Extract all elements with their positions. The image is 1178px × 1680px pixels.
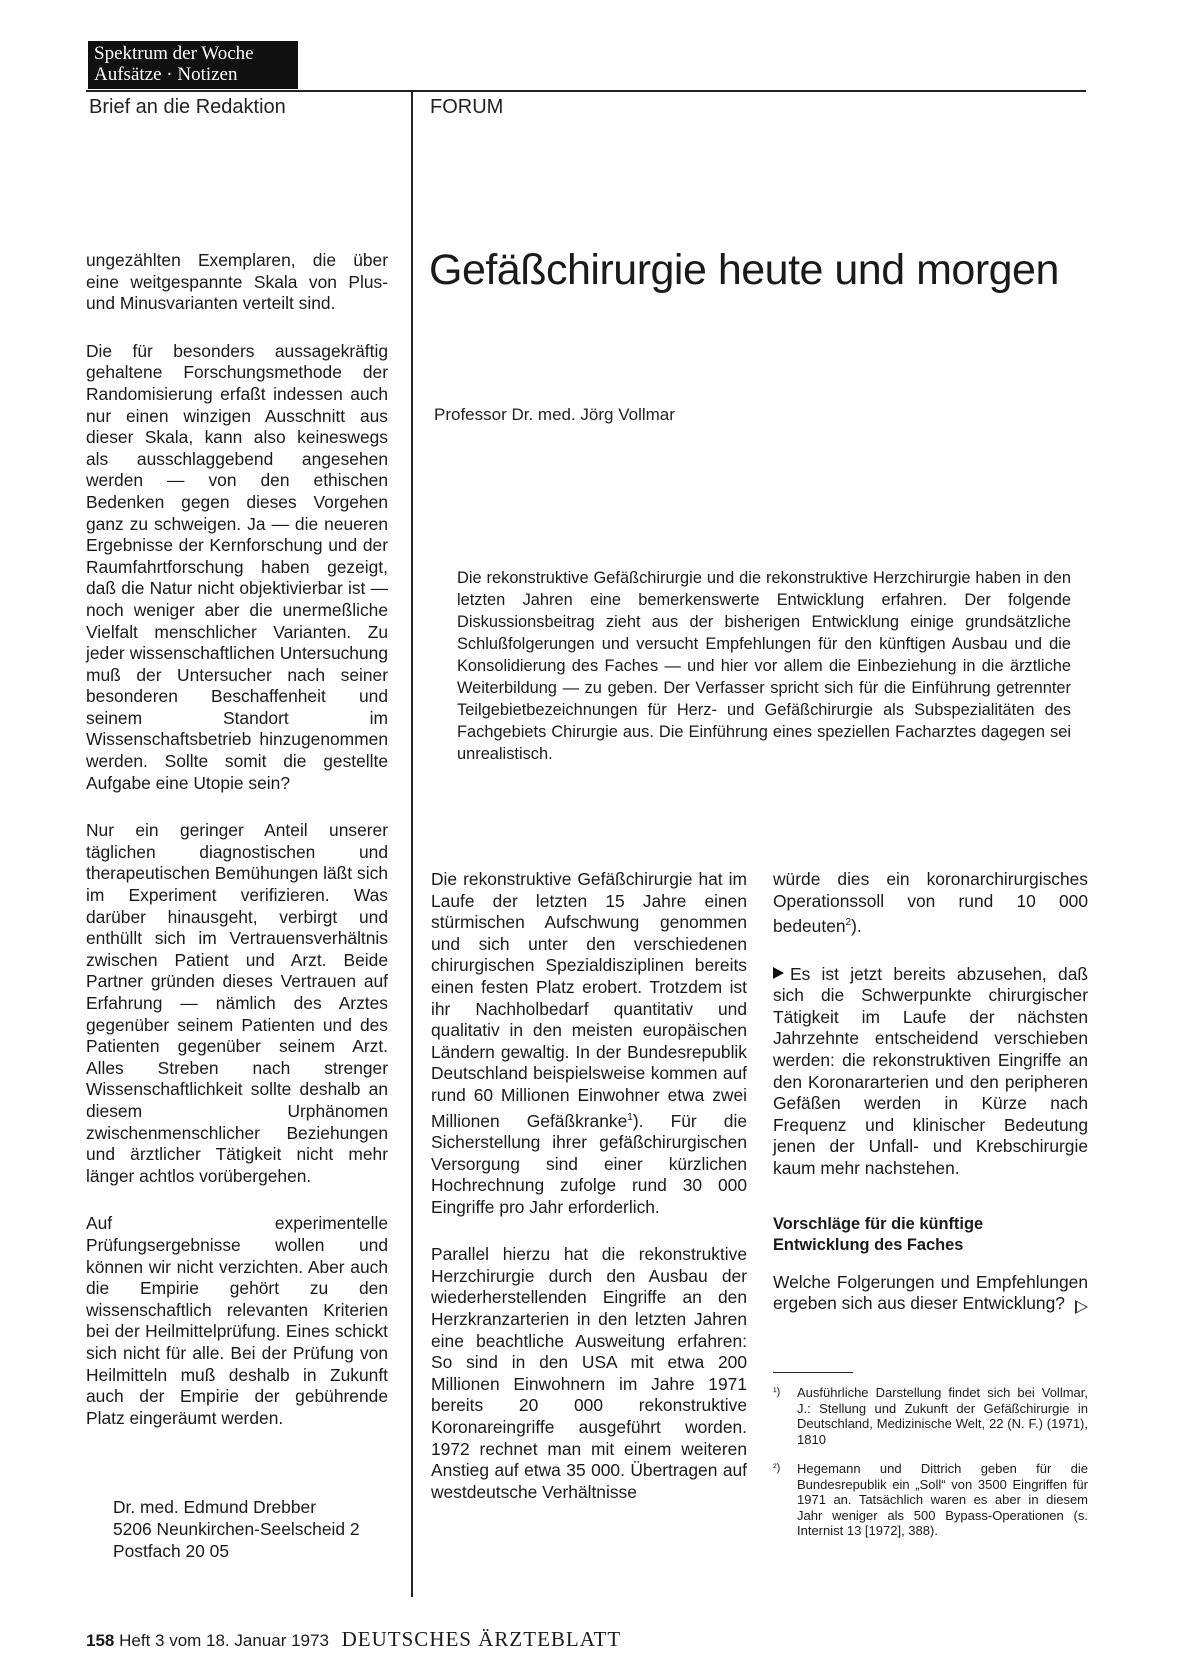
badge-line-2: Aufsätze · Notizen	[94, 64, 238, 85]
subheading-line: Entwicklung des Faches	[773, 1235, 964, 1254]
letter-signature	[113, 1496, 360, 1562]
article-title: Gefäßchirurgie heute und morgen	[429, 246, 1059, 294]
article-lead: Die rekonstruktive Gefäßchirurgie und die rekonstruktive Herzchirurgie haben in den letzten Jahren eine bemerkenswerte Entwicklung erfahren. Der folgende Diskussionsbeitrag zieht aus der bisherigen Entwicklung einige grundsätzliche Schlußfolgerungen und versucht Empfehlungen für den künftigen Ausbau und die Konsolidierung des Faches — und hier vor allem die Einbeziehung in die ärztliche Weiterbildung — zu geben. Der Verfasser spricht sich für die Einführung getrennter Teilgebietbezeichnungen für Herz- und Gefäßchirurgie als Subspezialitäten des Fachgebiets Chirurgie aus. Die Einführung eines speziellen Facharztes dagegen sei unrealistisch.	[457, 569, 1071, 763]
signature-address: 5206 Neunkirchen-Seelscheid 2	[113, 1519, 360, 1539]
signature-name: Dr. med. Edmund Drebber	[113, 1497, 316, 1517]
footnote-ref: 2	[845, 917, 852, 929]
footnote-text: Hegemann und Dittrich geben für die Bundesrepublik ein „Soll“ von 3500 Eingriffen für 1971 an. Tatsächlich waren es aber in diesem Jahr weniger als 500 Bypass-Operationen (s. Internist 13 [1972], 388).	[797, 1461, 1088, 1538]
page-footer	[86, 1627, 621, 1652]
footnotes	[773, 1385, 1088, 1553]
section-badge	[88, 41, 298, 89]
magazine-name: DEUTSCHES ÄRZTEBLATT	[341, 1627, 622, 1651]
article-column-2	[773, 869, 1088, 1319]
article-paragraph	[431, 869, 747, 1218]
article-paragraph	[773, 1272, 1088, 1315]
footnote	[773, 1461, 1088, 1539]
text-run: Die rekonstruktive Gefäßchirurgie hat im Laufe der letzten 15 Jahre einen stürmischen Aufschwung genommen und sich unter den verschiedenen chirurgischen Spezialdisziplinen bereits einen festen Platz erobert. Trotzdem ist ihr Nachholbedarf quantitativ und qualitativ in den meisten europäischen Ländern gewaltig. In der Bundesrepublik Deutschland beispielsweise kommen auf rund 60 Millionen Einwohner etwa zwei Millionen Gefäßkranke	[431, 869, 747, 1131]
letter-paragraph: Die für besonders aussagekräftig gehaltene Forschungsmethode der Randomisierung erfaßt indessen auch nur einen winzigen Ausschnitt aus dieser Skala, kann also keineswegs als ausschlaggebend angesehen werden — von den ethischen Bedenken gegen dieses Vorgehen ganz zu schweigen. Ja — die neueren Ergebnisse der Kernforschung und der Raumfahrtforschung haben gezeigt, daß die Natur nicht objektivierbar ist — noch weniger aber die unermeßliche Vielfalt menschlicher Varianten. Zu jeder wissenschaftlichen Untersuchung muß der Untersucher nach seiner besonderen Beschaffenheit und seinem Standort im Wissenschaftsbetrieb hinzugenommen werden. Sollte somit die gestellte Aufgabe eine Utopie sein?	[86, 340, 388, 793]
subheading	[773, 1214, 1088, 1256]
top-rule	[86, 90, 1086, 92]
section-label-left: Brief an die Redaktion	[89, 96, 286, 118]
letter-paragraph: Nur ein geringer Anteil unserer täglichen diagnostischen und therapeutischen Bemühungen läßt sich im Experiment verifizieren. Was darüber hinausgeht, verbirgt und enthüllt sich im Vertrauensverhältnis zwischen Patient und Arzt. Beide Partner gründen dieses Vertrauen auf Erfahrung — nämlich des Arztes gegenüber seinem Patienten und des Patienten gegenüber seinem Arzt. Alles Streben nach strenger Wissenschaftlichkeit sollte deshalb an diesem Urphänomen zwischenmenschlicher Beziehungen und ärztlicher Tätigkeit nicht mehr länger achtlos vorübergehen.	[86, 820, 388, 1186]
text-run: würde dies ein koronarchirurgisches Operationssoll von rund 10 000 bedeuten	[773, 869, 1088, 936]
article-paragraph: Parallel hierzu hat die rekonstruktive Herzchirurgie durch den Ausbau der wiederherstellenden Eingriffe an den Herzkranzarterien in den letzten Jahren eine beachtliche Ausweitung erfahren: So sind in den USA mit etwa 200 Millionen Einwohnern im Jahre 1971 bereits 20 000 rekonstruktive Koronareingriffe ausgeführt worden. 1972 rechnet man mit einem weiteren Anstieg auf etwa 35 000. Übertragen auf westdeutsche Verhältnisse	[431, 1244, 747, 1502]
signature-postbox: Postfach 20 05	[113, 1541, 230, 1561]
page-number: 158	[86, 1631, 115, 1650]
subheading-line: Vorschläge für die künftige	[773, 1214, 984, 1233]
section-label-right: FORUM	[430, 96, 504, 118]
footnote-mark: ²)	[773, 1462, 781, 1474]
letter-column	[86, 250, 388, 1455]
text-run: Welche Folgerungen und Empfehlungen ergeben sich aus dieser Entwicklung?	[773, 1271, 1088, 1314]
continue-arrow-icon	[1075, 1300, 1088, 1314]
article-paragraph	[773, 964, 1088, 1180]
text-run: ).	[851, 915, 862, 936]
column-divider	[411, 91, 413, 1597]
article-author: Professor Dr. med. Jörg Vollmar	[434, 405, 675, 424]
letter-paragraph: Auf experimentelle Prüfungsergebnisse wollen und können wir nicht verzichten. Aber auch die Empirie gehört zu den wissenschaftlich relevanten Kriterien bei der Heilmittelprüfung. Eines schickt sich nicht für alle. Bei der Prüfung von Heilmitteln muß deshalb in Zukunft auch der Empirie der gebührende Platz eingeräumt werden.	[86, 1213, 388, 1428]
footnote-ref: 1	[627, 1111, 633, 1123]
article-paragraph	[773, 869, 1088, 938]
article-column-1	[431, 869, 747, 1529]
footnote-text: Ausführliche Darstellung findet sich bei Vollmar, J.: Stellung und Zukunft der Gefäßchirurgie in Deutschland, Medizinische Welt, 22 (N. F.) (1971), 1810	[797, 1385, 1088, 1447]
bullet-triangle-icon	[773, 967, 784, 979]
issue-info: Heft 3 vom 18. Januar 1973	[119, 1631, 329, 1650]
letter-paragraph: ungezählten Exemplaren, die über eine weitgespannte Skala von Plus- und Minusvarianten verteilt sind.	[86, 250, 388, 314]
footnote	[773, 1385, 1088, 1447]
footnote-mark: ¹)	[773, 1386, 781, 1398]
footnote-rule	[773, 1372, 853, 1373]
text-run: Es ist jetzt bereits abzusehen, daß sich die Schwerpunkte chirurgischer Tätigkeit im Laufe der nächsten Jahrzehnte entscheidend verschieben werden: die rekonstruktiven Eingriffe an den Koronararterien und den peripheren Gefäßen werden in Kürze nach Frequenz und klinischer Bedeutung jenen der Unfall- und Krebschirurgie kaum mehr nachstehen.	[773, 963, 1088, 1178]
text-run: ). Für die Sicherstellung ihrer gefäßchirurgischen Versorgung sind einer kürzlichen Hochrechnung zufolge rund 30 000 Eingriffe pro Jahr erforderlich.	[431, 1110, 747, 1217]
badge-line-1: Spektrum der Woche	[94, 43, 254, 64]
